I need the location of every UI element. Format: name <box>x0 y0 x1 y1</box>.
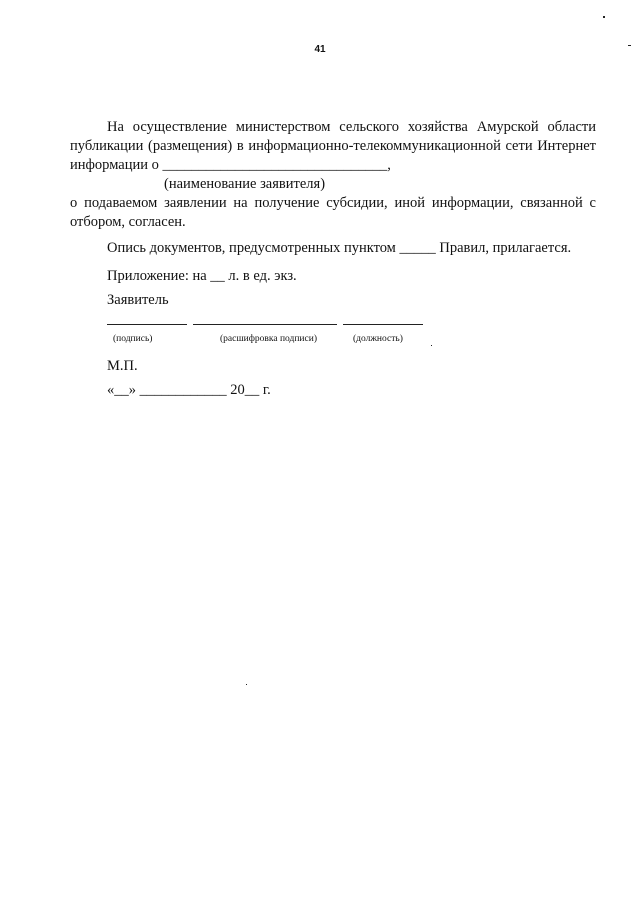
position-caption: (должность) <box>353 334 403 344</box>
signature-line <box>107 324 187 325</box>
consent-line-5: отбором, согласен. <box>70 214 186 230</box>
scan-speck <box>431 345 432 346</box>
applicant-name-caption: (наименование заявителя) <box>164 176 326 192</box>
signature-caption: (подпись) <box>113 334 153 344</box>
consent-line-1: На осуществление министерством сельского хозяйства Амурской области <box>107 119 596 135</box>
inventory-statement: Опись документов, предусмотренных пунктом _____ Правил, прилагается. <box>107 240 572 256</box>
consent-line-4: о подаваемом заявлении на получение субсидии, иной информации, связанной с <box>70 195 596 211</box>
signature-decoding-caption: (расшифровка подписи) <box>220 334 317 344</box>
applicant-label: Заявитель <box>107 292 169 308</box>
scan-speck <box>246 684 247 685</box>
scan-speck <box>603 16 605 18</box>
date-line: «__» ____________ 20__ г. <box>107 382 271 398</box>
position-line <box>343 324 423 325</box>
consent-line-3: информации о _______________________________, <box>70 157 391 173</box>
consent-paragraph <box>70 118 596 232</box>
attachment-statement: Приложение: на __ л. в ед. экз. <box>107 268 297 284</box>
signature-lines <box>107 314 427 328</box>
signature-decoding-line <box>193 324 337 325</box>
stamp-label: М.П. <box>107 358 138 374</box>
consent-line-2: публикации (размещения) в информационно-телекоммуникационной сети Интернет <box>70 138 596 154</box>
scan-speck <box>628 45 631 46</box>
page-number: 41 <box>314 44 326 55</box>
